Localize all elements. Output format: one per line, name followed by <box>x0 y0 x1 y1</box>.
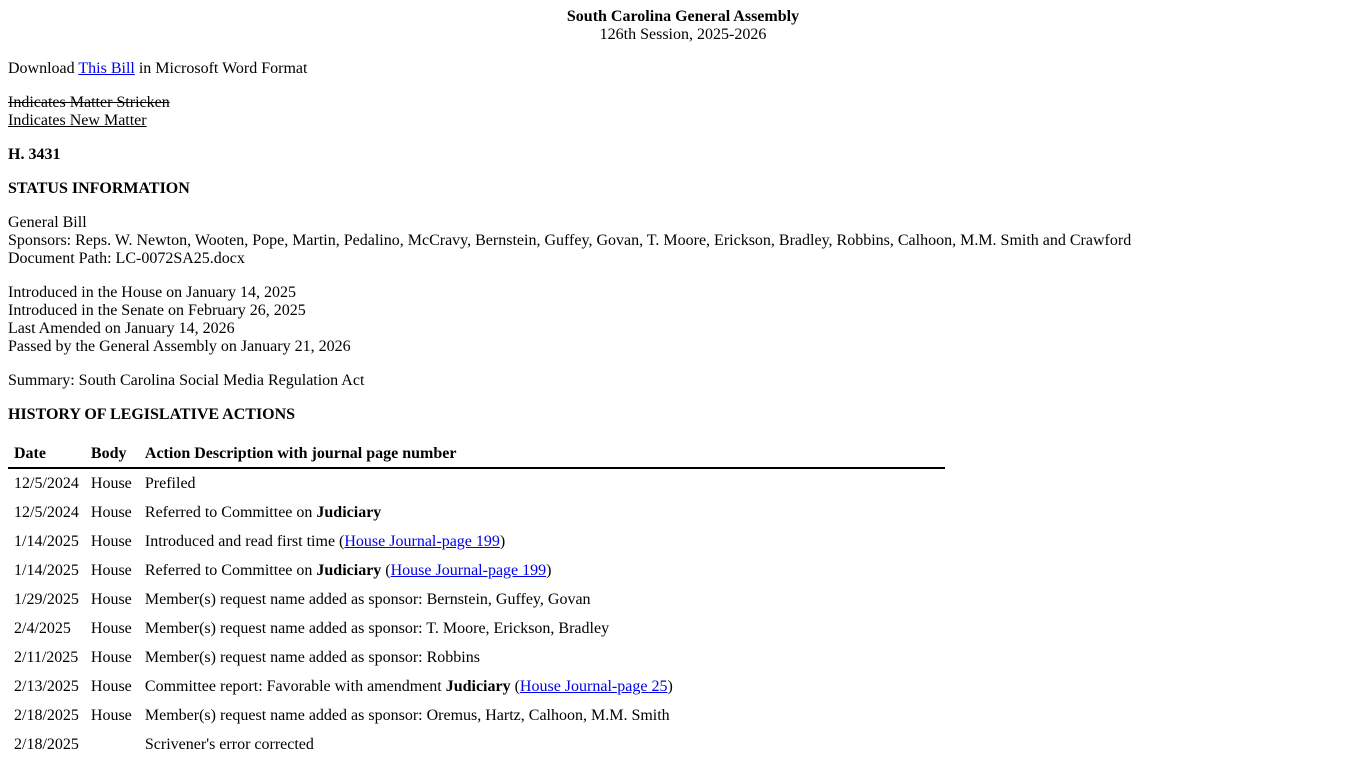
bill-number: H. 3431 <box>8 146 61 163</box>
session-label: 126th Session, 2025-2026 <box>599 26 767 43</box>
action-text: Referred to Committee on <box>144 561 317 579</box>
col-body: Body <box>85 442 139 468</box>
row-date: 12/5/2024 <box>14 474 79 492</box>
row-body: House <box>90 619 132 637</box>
link-open: ( <box>381 561 391 579</box>
row-body <box>85 730 139 759</box>
action-text: Referred to Committee on <box>144 503 317 521</box>
action-text: Committee report: Favorable with amendment <box>144 677 446 695</box>
committee-name: Judiciary <box>316 561 382 579</box>
senate-intro-date: Introduced in the Senate on February 26, 2025 <box>8 302 306 319</box>
action-text: Prefiled <box>144 474 196 492</box>
history-row <box>8 556 945 585</box>
assembly-title: South Carolina General Assembly <box>566 8 800 25</box>
row-action <box>139 614 945 643</box>
action-text: Member(s) request name added as sponsor: T. Moore, Erickson, Bradley <box>144 619 610 637</box>
row-date: 2/11/2025 <box>14 648 79 666</box>
link-close: ) <box>667 677 673 695</box>
summary: Summary: South Carolina Social Media Regulation Act <box>8 372 365 389</box>
sponsors: Sponsors: Reps. W. Newton, Wooten, Pope, Martin, Pedalino, McCravy, Bernstein, Guffey, Govan, T. Moore, Erickson, Bradley, Robbins, Calhoon, M.M. Smith and Crawford <box>8 232 1132 249</box>
row-date: 2/13/2025 <box>14 677 79 695</box>
house-intro-date: Introduced in the House on January 14, 2025 <box>8 284 296 301</box>
action-text: Member(s) request name added as sponsor: Robbins <box>144 648 480 666</box>
document-path: Document Path: LC-0072SA25.docx <box>8 250 245 267</box>
history-row <box>8 730 945 759</box>
row-date: 2/18/2025 <box>14 735 79 753</box>
row-action <box>139 585 945 614</box>
history-row <box>8 498 945 527</box>
last-amended-date: Last Amended on January 14, 2026 <box>8 320 235 337</box>
history-row <box>8 614 945 643</box>
bill-dates <box>8 284 1358 356</box>
history-header-row <box>8 442 945 468</box>
row-action <box>139 556 945 585</box>
download-line <box>8 60 1358 78</box>
row-date: 2/18/2025 <box>14 706 79 724</box>
history-row <box>8 527 945 556</box>
row-date: 12/5/2024 <box>14 503 79 521</box>
row-action <box>139 701 945 730</box>
committee-name: Judiciary <box>445 677 511 695</box>
history-row <box>8 585 945 614</box>
row-action <box>139 643 945 672</box>
page-header <box>8 8 1358 44</box>
journal-link[interactable]: House Journal-page 199 <box>390 561 547 579</box>
row-body: House <box>90 474 132 492</box>
row-date: 1/29/2025 <box>14 590 79 608</box>
legend <box>8 94 1358 130</box>
link-close: ) <box>499 532 506 550</box>
history-heading: HISTORY OF LEGISLATIVE ACTIONS <box>8 406 296 423</box>
col-action: Action Description with journal page number <box>139 442 945 468</box>
status-info <box>8 214 1358 268</box>
history-row <box>8 468 945 498</box>
row-date: 1/14/2025 <box>14 561 79 579</box>
row-body: House <box>90 561 132 579</box>
legend-stricken: Indicates Matter Stricken <box>8 94 170 111</box>
link-close: ) <box>546 561 552 579</box>
row-body: House <box>90 677 132 695</box>
legend-new-matter: Indicates New Matter <box>8 112 147 129</box>
journal-link[interactable]: House Journal-page 25 <box>519 677 668 695</box>
download-bill-link[interactable]: This Bill <box>78 60 135 77</box>
history-row <box>8 672 945 701</box>
journal-link[interactable]: House Journal-page 199 <box>344 532 500 550</box>
history-table <box>8 442 945 759</box>
row-body: House <box>90 648 132 666</box>
committee-name: Judiciary <box>316 503 382 521</box>
row-action <box>139 730 945 759</box>
row-body: House <box>90 590 132 608</box>
link-open: ( <box>339 532 345 550</box>
row-date: 2/4/2025 <box>14 619 71 637</box>
history-row <box>8 643 945 672</box>
status-heading: STATUS INFORMATION <box>8 180 190 197</box>
row-action <box>139 527 945 556</box>
action-text: Introduced and read first time <box>144 532 340 550</box>
row-date: 1/14/2025 <box>14 532 79 550</box>
download-prefix: Download <box>8 60 79 77</box>
action-text: Scrivener's error corrected <box>144 735 314 753</box>
history-row <box>8 701 945 730</box>
row-action <box>139 498 945 527</box>
row-body: House <box>90 503 132 521</box>
row-action <box>139 468 945 498</box>
col-date: Date <box>8 442 85 468</box>
passed-date: Passed by the General Assembly on January 21, 2026 <box>8 338 351 355</box>
download-suffix: in Microsoft Word Format <box>134 60 308 77</box>
link-open: ( <box>510 677 520 695</box>
row-action <box>139 672 945 701</box>
row-body: House <box>90 706 132 724</box>
action-text: Member(s) request name added as sponsor: Oremus, Hartz, Calhoon, M.M. Smith <box>144 706 670 724</box>
action-text: Member(s) request name added as sponsor: Bernstein, Guffey, Govan <box>144 590 591 608</box>
bill-type: General Bill <box>8 214 87 231</box>
row-body: House <box>90 532 132 550</box>
